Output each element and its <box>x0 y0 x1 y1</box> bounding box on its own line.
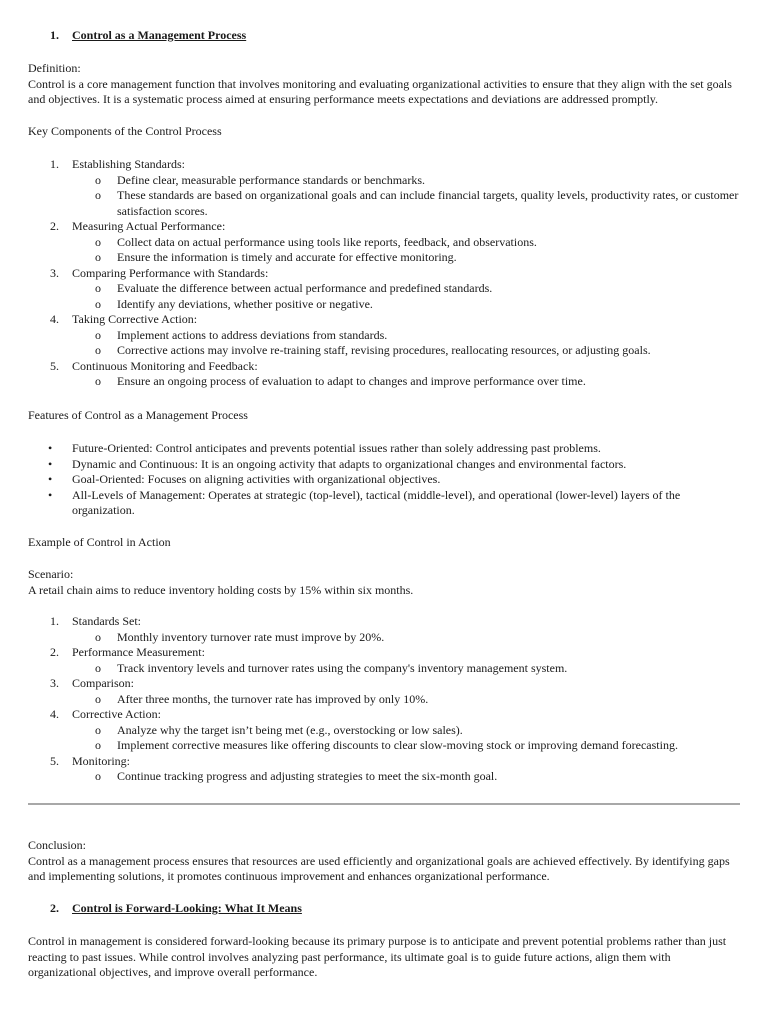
list-item <box>28 266 740 313</box>
section-1-number: 1. <box>50 28 59 42</box>
steps-list <box>28 614 740 785</box>
list-item-title: Monitoring: <box>72 753 131 768</box>
conclusion-block <box>28 838 740 885</box>
sub-list-item: o Monthly inventory turnover rate must improve by 20%. <box>72 630 740 646</box>
list-item-title: Measuring Actual Performance: <box>72 219 226 233</box>
feature-item: • All-Levels of Management: Operates at strategic (top-level), tactical (middle-level), and operational (lower-level) layers of the organization. <box>28 488 740 519</box>
components-list <box>28 157 740 390</box>
list-item <box>28 645 740 676</box>
list-item-number: 4. <box>50 707 59 721</box>
list-item <box>28 219 740 266</box>
sub-list <box>72 173 740 220</box>
sub-list <box>72 692 740 708</box>
sub-list-item: o After three months, the turnover rate has improved by only 10%. <box>72 692 740 708</box>
scenario-text: A retail chain aims to reduce inventory holding costs by 15% within six months. <box>28 582 414 597</box>
list-item-title: Performance Measurement: <box>72 645 205 659</box>
sub-list <box>72 630 740 646</box>
list-item-number: 2. <box>50 219 59 233</box>
list-item <box>28 754 740 785</box>
example-heading: Example of Control in Action <box>28 535 171 549</box>
sub-list-item: o Ensure an ongoing process of evaluation to adapt to changes and improve performance over time. <box>72 374 740 390</box>
list-item <box>28 312 740 359</box>
conclusion-text: Control as a management process ensures that resources are used efficiently and organizational goals are achieved effectively. By identifying gaps and implementing solutions, it promotes continuous improvement and enhances organizational performance. <box>28 853 730 883</box>
features-list <box>28 441 740 519</box>
list-item-number: 5. <box>50 358 59 373</box>
sub-list-item: o Identify any deviations, whether positive or negative. <box>72 297 740 313</box>
horizontal-divider <box>28 803 740 805</box>
sub-list-item: o Define clear, measurable performance standards or benchmarks. <box>72 173 740 189</box>
feature-item: • Dynamic and Continuous: It is an ongoing activity that adapts to organizational changes and environmental factors. <box>28 457 740 473</box>
list-item <box>28 676 740 707</box>
scenario-label: Scenario: <box>28 567 74 581</box>
sub-list <box>72 281 740 312</box>
scenario-block <box>28 567 740 598</box>
sub-list-item: o Implement actions to address deviations from standards. <box>72 328 740 344</box>
sub-list-item: o Collect data on actual performance using tools like reports, feedback, and observations. <box>72 235 740 251</box>
list-item-number: 3. <box>50 676 59 690</box>
list-item <box>28 707 740 754</box>
definition-text: Control is a core management function that involves monitoring and evaluating organizational activities to ensure that they align with the set goals and objectives. It is a systematic process aimed at ensuring performance meets expectations and deviations are addressed promptly. <box>28 76 732 106</box>
list-item-title: Corrective Action: <box>72 707 161 721</box>
list-item-title: Comparison: <box>72 676 134 690</box>
definition-block <box>28 61 740 108</box>
list-item-number: 4. <box>50 312 59 326</box>
steps-list-container <box>28 614 740 785</box>
list-item-number: 1. <box>50 614 59 628</box>
conclusion-label: Conclusion: <box>28 838 87 852</box>
sub-list-item: o Track inventory levels and turnover rates using the company's inventory management system. <box>72 661 740 677</box>
list-item-title: Standards Set: <box>72 614 141 628</box>
list-item-title: Comparing Performance with Standards: <box>72 265 269 280</box>
section-2-intro: Control in management is considered forward-looking because its primary purpose is to anticipate and prevent potential problems rather than just reacting to past issues. While control involves analyzing past performance, its ultimate goal is to guide future actions, align them with organizational objectives, and improve overall performance. <box>28 934 727 979</box>
features-heading: Features of Control as a Management Process <box>28 408 248 422</box>
feature-item: • Future-Oriented: Control anticipates and prevents potential issues rather than solely addressing past problems. <box>28 441 740 457</box>
list-item <box>28 614 740 645</box>
sub-list-item: o Implement corrective measures like offering discounts to clear slow-moving stock or improving demand forecasting. <box>72 738 740 754</box>
sub-list <box>72 328 740 359</box>
sub-list <box>72 769 740 785</box>
list-item-number: 2. <box>50 645 59 659</box>
definition-label: Definition: <box>28 61 81 75</box>
list-item-title: Taking Corrective Action: <box>72 312 198 326</box>
sub-list <box>72 723 740 754</box>
list-item <box>28 359 740 390</box>
sub-list <box>72 235 740 266</box>
section-1-heading <box>50 28 246 44</box>
list-item-number: 3. <box>50 265 59 280</box>
list-item-title: Establishing Standards: <box>72 157 185 171</box>
sub-list <box>72 661 740 677</box>
features-list-container <box>28 441 740 519</box>
section-1-title: Control as a Management Process <box>72 28 247 42</box>
sub-list <box>72 374 740 390</box>
list-item <box>28 157 740 219</box>
sub-list-item: o Analyze why the target isn’t being met (e.g., overstocking or low sales). <box>72 723 740 739</box>
section-2-heading <box>50 901 302 917</box>
sub-list-item: o Corrective actions may involve re-training staff, revising procedures, reallocating resources, or adjusting goals. <box>72 343 740 359</box>
components-heading: Key Components of the Control Process <box>28 124 222 138</box>
list-item-number: 1. <box>50 157 59 171</box>
sub-list-item: o Evaluate the difference between actual performance and predefined standards. <box>72 281 740 297</box>
section-2-title: Control is Forward-Looking: What It Means <box>72 901 302 915</box>
sub-list-item: o These standards are based on organizational goals and can include financial targets, quality levels, productivity rates, or customer satisfaction scores. <box>72 188 740 219</box>
sub-list-item: o Continue tracking progress and adjusting strategies to meet the six-month goal. <box>72 769 740 785</box>
sub-list-item: o Ensure the information is timely and accurate for effective monitoring. <box>72 250 740 266</box>
list-item-number: 5. <box>50 753 59 768</box>
feature-item: • Goal-Oriented: Focuses on aligning activities with organizational objectives. <box>28 472 740 488</box>
section-2-number: 2. <box>50 901 59 915</box>
components-list-container <box>28 157 740 390</box>
list-item-title: Continuous Monitoring and Feedback: <box>72 358 258 373</box>
